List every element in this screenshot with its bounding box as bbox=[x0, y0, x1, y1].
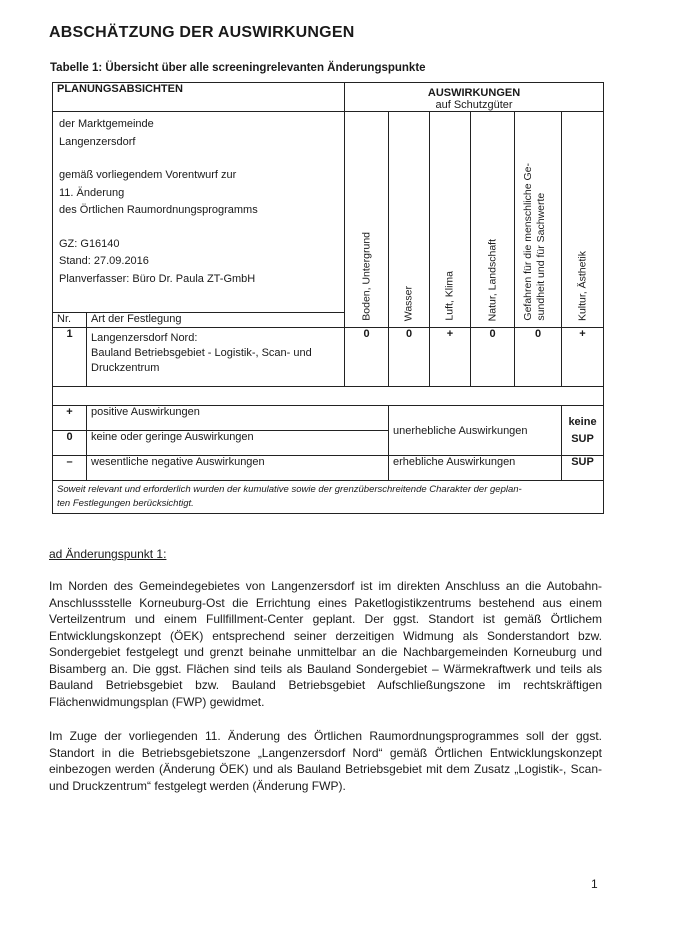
section-subheading: ad Änderungspunkt 1: bbox=[49, 547, 167, 561]
schutzgueter-label: auf Schutzgüter bbox=[435, 99, 513, 111]
auswirkungen-label: AUSWIRKUNGEN bbox=[427, 87, 521, 99]
keine-label: keine bbox=[568, 415, 597, 428]
info-line: Planverfasser: Büro Dr. Paula ZT-GmbH bbox=[59, 272, 256, 285]
page-title: ABSCHÄTZUNG DER AUSWIRKUNGEN bbox=[49, 24, 355, 41]
festlegung-line: Bauland Betriebsgebiet - Logistik-, Scan- und bbox=[91, 347, 312, 359]
planning-info bbox=[53, 112, 345, 313]
info-line: des Örtlichen Raumordnungsprogramms bbox=[59, 204, 258, 216]
keine-sup-cell bbox=[562, 406, 604, 456]
legend-symbol: – bbox=[53, 456, 87, 481]
paragraph-2: Im Zuge der vorliegenden 11. Änderung des Örtlichen Raumordnungsprogrammes soll der ggst. Standort in die Betriebsgebietszone „Langenzersdorf Nord“ gemäß Örtlichen Entwicklungskonzept einbezogen werden (Änderung ÖEK) und als Bauland Betriebsgebiet mit dem Zusatz „Logistik-, Scan- und Druckzentrum“ festgelegt werden (Änderung FWP). bbox=[49, 729, 602, 793]
legend-text: keine oder geringe Auswirkungen bbox=[87, 431, 389, 456]
column-label-line1: Gefahren für die menschliche Ge- bbox=[522, 163, 535, 321]
table-caption: Tabelle 1: Übersicht über alle screeningrelevanten Änderungspunkte bbox=[50, 62, 426, 74]
info-line: der Marktgemeinde bbox=[59, 118, 154, 130]
column-header-luft bbox=[430, 112, 471, 328]
column-header-wasser bbox=[389, 112, 430, 328]
screening-table bbox=[52, 82, 604, 514]
festlegung-line: Druckzentrum bbox=[91, 362, 160, 374]
paragraph-1: Im Norden des Gemeindegebietes von Langenzersdorf ist im direkten Anschluss an die Autobahn-Anschlussstelle Korneuburg-Ost die Errichtung eines Paketlogistikzentrums bestehend aus einem Verteilzentrum und einem Fullfillment-Center geplant. Der ggst. Standort ist gemäß Örtlichem Entwicklungskonzept (ÖEK) entsprechend seiner derzeitigen Widmung als Sonderstandort bzw. Sondergebiet festgelegt und grenzt beinahe unmittelbar an die Nachbargemeinden Korneuburg und Bisamberg an. Die ggst. Flächen sind teils als Bauland Sondergebiet – Wärmekraftwerk und teils als Bauland Betriebsgebiet bzw. Bauland Betriebsgebiet Aufschließungszone im rechtskräftigen Flächenwidmungsplan (FWP) gewidmet. bbox=[49, 579, 602, 709]
column-header-kultur bbox=[562, 112, 604, 328]
nr-header: Nr. bbox=[53, 313, 87, 328]
festlegung-line: Langenzersdorf Nord: bbox=[91, 332, 198, 344]
sup-label: SUP bbox=[571, 432, 594, 445]
table-footnote bbox=[53, 481, 604, 514]
info-line: Stand: 27.09.2016 bbox=[59, 255, 149, 267]
info-line: 11. Änderung bbox=[59, 186, 125, 199]
column-label: Kultur, Ästhetik bbox=[576, 250, 589, 321]
auswirkungen-header bbox=[345, 83, 604, 112]
column-header-boden bbox=[345, 112, 389, 328]
planungsabsichten-label: PLANUNGSABSICHTEN bbox=[57, 83, 183, 95]
legend-symbol: 0 bbox=[53, 431, 87, 456]
spacer-row bbox=[53, 387, 604, 406]
value-wasser: 0 bbox=[389, 328, 430, 387]
footnote-line: Soweit relevant und erforderlich wurden der kumulative sowie der grenzüberschreitende Charakter der geplan- bbox=[57, 484, 522, 495]
sup-cell: SUP bbox=[562, 456, 604, 481]
footnote-line: ten Festlegungen berücksichtigt. bbox=[57, 498, 194, 509]
value-gefahren: 0 bbox=[515, 328, 562, 387]
unerheblich-cell: unerhebliche Auswirkungen bbox=[389, 406, 562, 456]
table-row bbox=[53, 328, 604, 387]
legend-symbol: + bbox=[53, 406, 87, 431]
column-label-line2: sundheit und für Sachwerte bbox=[535, 193, 548, 321]
erheblich-cell: erhebliche Auswirkungen bbox=[389, 456, 562, 481]
column-label-group bbox=[522, 163, 548, 321]
info-line: Langenzersdorf bbox=[59, 135, 136, 148]
row-number: 1 bbox=[53, 328, 87, 387]
value-luft: + bbox=[430, 328, 471, 387]
column-label: Wasser bbox=[402, 285, 415, 321]
page-number: 1 bbox=[591, 877, 598, 891]
value-kultur: + bbox=[562, 328, 604, 387]
info-line: gemäß vorliegendem Vorentwurf zur bbox=[59, 169, 237, 181]
column-header-gefahren bbox=[515, 112, 562, 328]
column-label: Boden, Untergrund bbox=[360, 232, 372, 321]
value-boden: 0 bbox=[345, 328, 389, 387]
value-natur: 0 bbox=[471, 328, 515, 387]
column-label: Luft, Klima bbox=[443, 271, 456, 321]
row-festlegung bbox=[87, 328, 345, 387]
info-line: GZ: G16140 bbox=[59, 237, 120, 250]
legend-text: wesentliche negative Auswirkungen bbox=[87, 456, 389, 481]
planungsabsichten-header bbox=[53, 83, 345, 112]
column-header-natur bbox=[471, 112, 515, 328]
legend-text: positive Auswirkungen bbox=[87, 406, 389, 431]
column-label: Natur, Landschaft bbox=[486, 238, 498, 321]
festlegung-header: Art der Festlegung bbox=[87, 313, 345, 328]
